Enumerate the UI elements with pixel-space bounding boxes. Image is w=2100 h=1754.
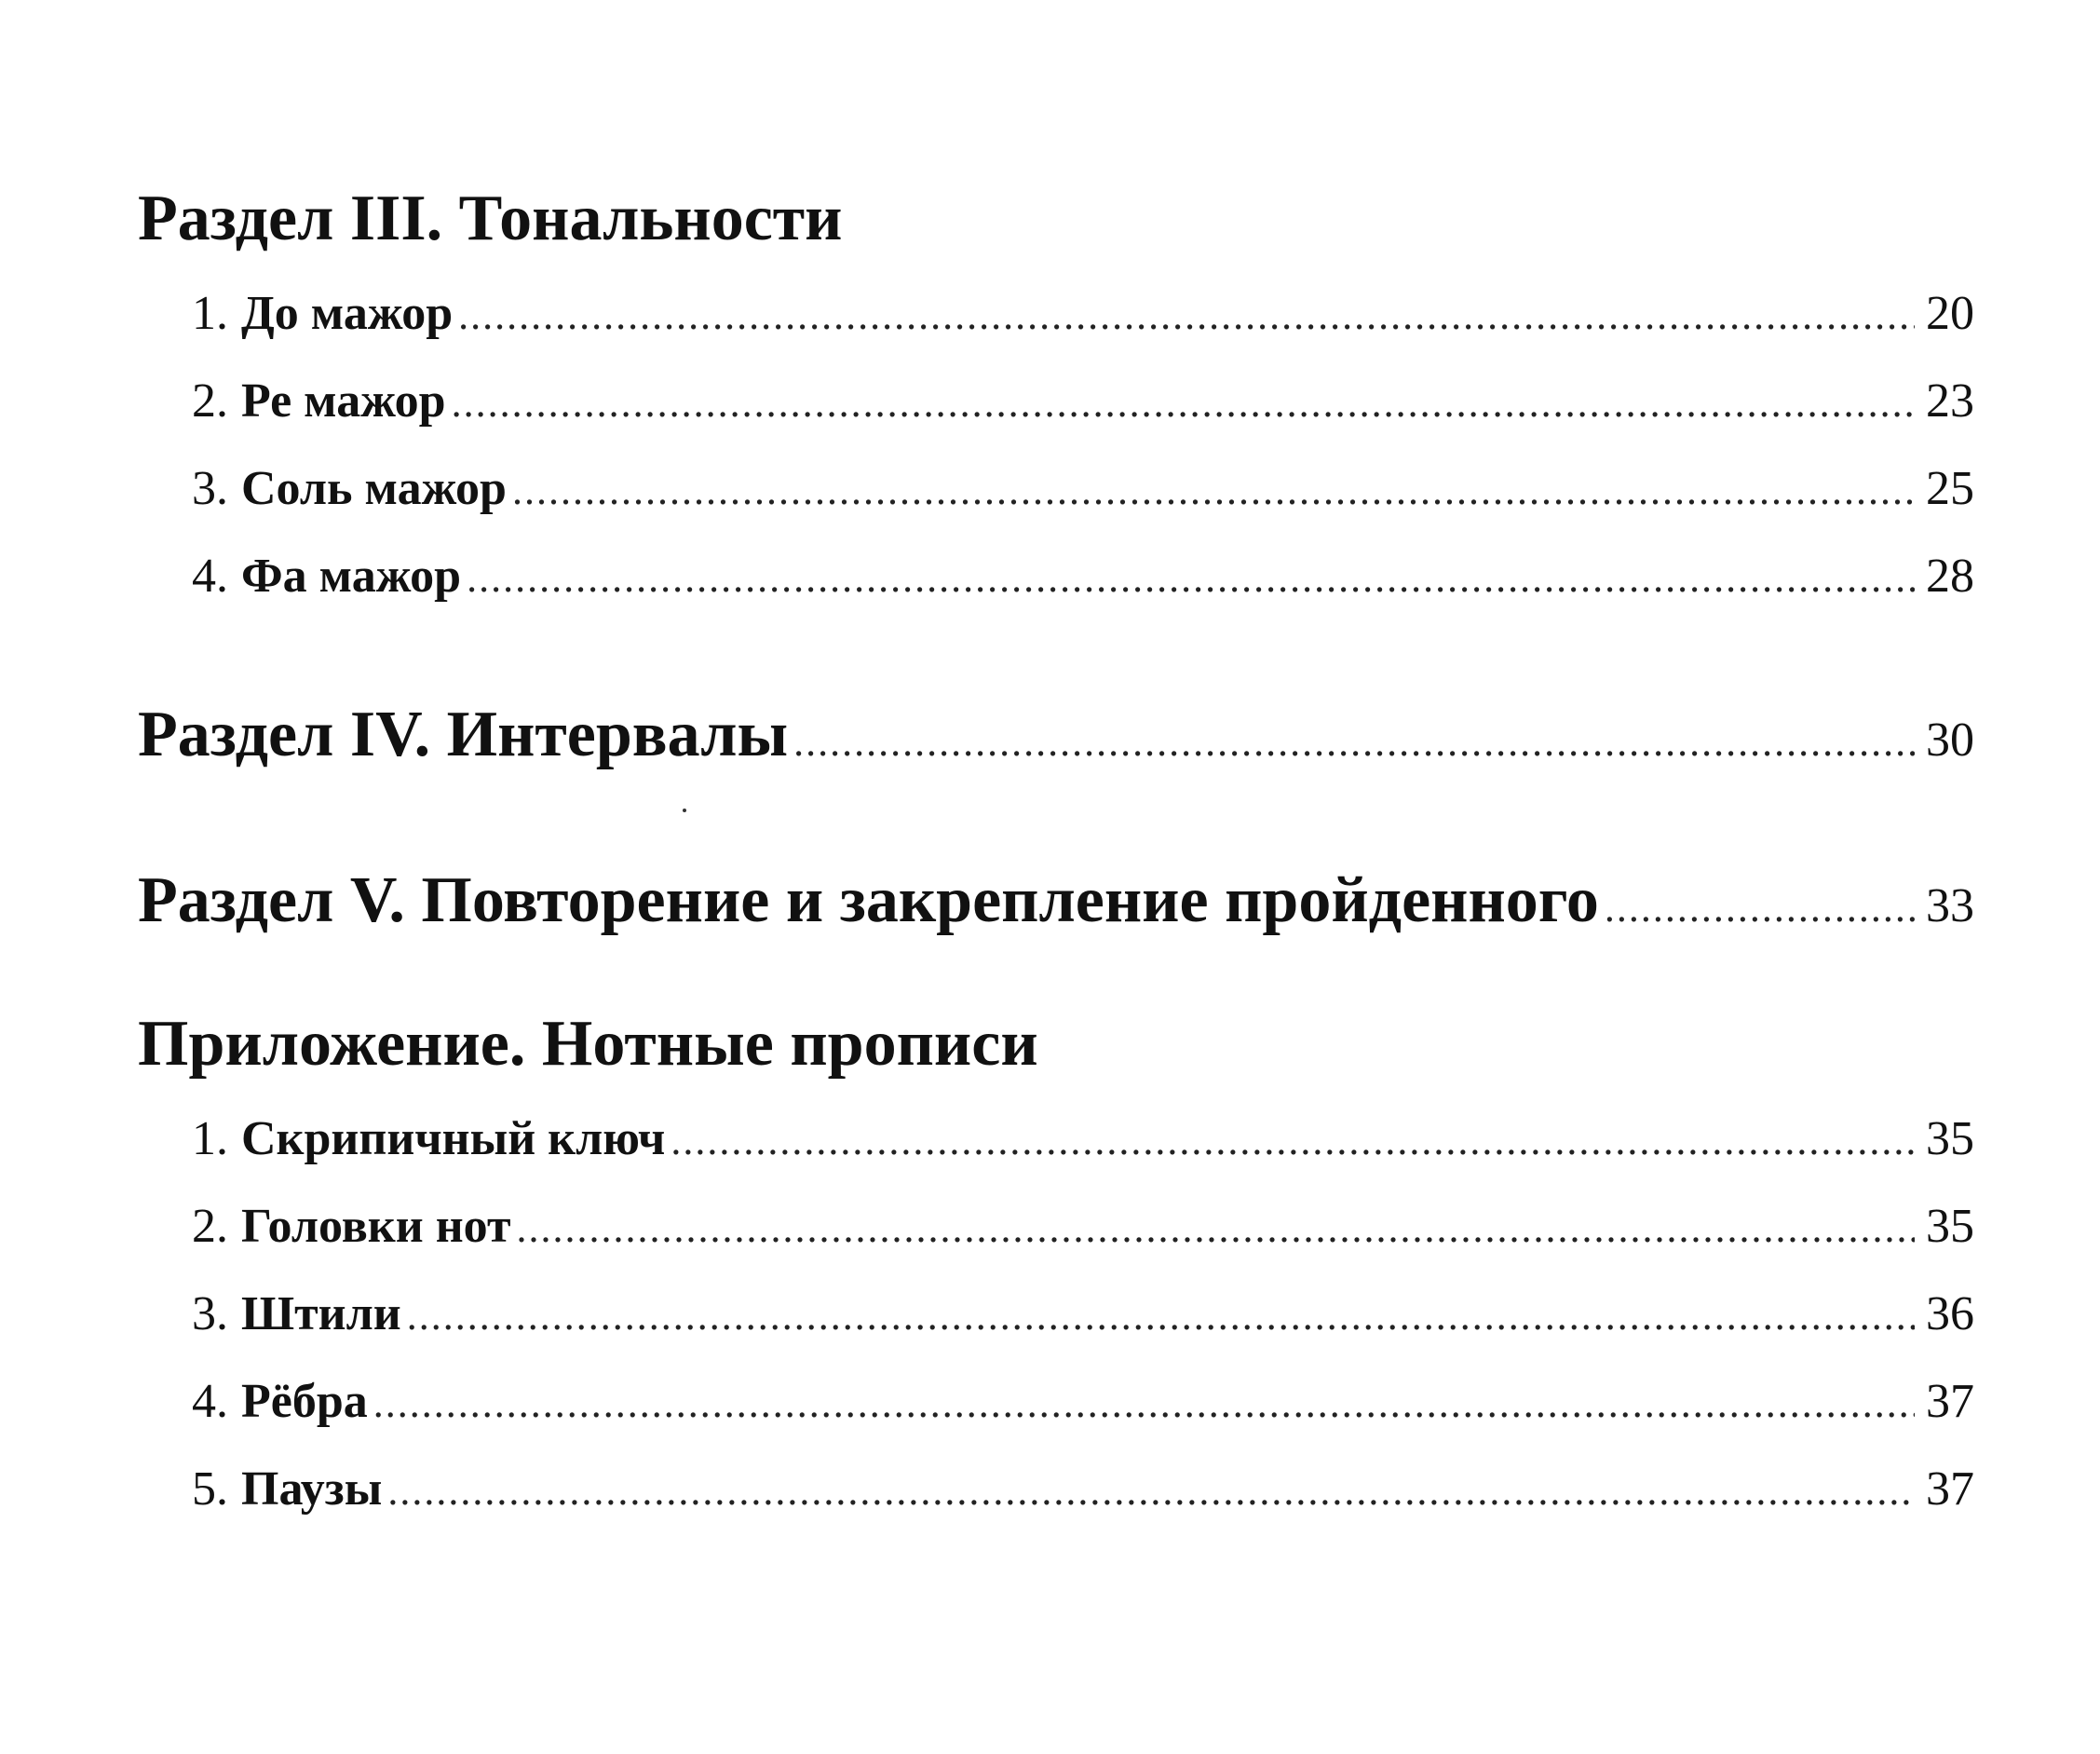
dot-leader	[387, 1448, 1915, 1535]
toc-entry[interactable]	[138, 1271, 1974, 1358]
entry-label: Рёбра	[241, 1375, 368, 1428]
entry-label: Штили	[241, 1287, 401, 1340]
entry-page-number: 25	[1926, 462, 1974, 515]
entry-label: До мажор	[241, 287, 454, 340]
appendix	[138, 993, 1974, 1533]
entry-number: 3.	[192, 462, 228, 515]
entry-number: 1.	[192, 1112, 228, 1165]
dot-leader	[512, 447, 1915, 535]
entry-label: Скрипичный ключ	[241, 1112, 666, 1165]
spacer	[138, 786, 1974, 850]
entry-label: Соль мажор	[241, 462, 507, 515]
entry-label: Паузы	[241, 1462, 383, 1516]
dot-leader	[373, 1360, 1915, 1448]
toc-entry[interactable]	[138, 1095, 1974, 1183]
entry-page-number: 28	[1926, 550, 1974, 603]
section-3	[138, 168, 1974, 620]
dot-leader	[467, 535, 1915, 622]
dot-leader	[793, 691, 1915, 794]
entry-number: 4.	[192, 550, 228, 603]
entry-number: 1.	[192, 287, 228, 340]
table-of-contents	[138, 168, 1974, 1533]
entry-page-number: 20	[1926, 287, 1974, 340]
section-4-entry[interactable]	[138, 684, 1974, 786]
dot-leader	[407, 1272, 1915, 1360]
section-3-title: Раздел III. Тональности	[138, 183, 843, 254]
entry-page-number: 37	[1926, 1462, 1974, 1516]
toc-entry[interactable]	[138, 1358, 1974, 1446]
dot-leader	[452, 360, 1915, 447]
entry-page-number: 23	[1926, 374, 1974, 428]
entry-number: 2.	[192, 374, 228, 428]
scan-speck	[683, 809, 686, 812]
entry-label: Головки нот	[241, 1200, 511, 1253]
entry-label: Фа мажор	[241, 550, 462, 603]
section-4-page-number: 30	[1926, 714, 1974, 767]
entry-label: Ре мажор	[241, 374, 446, 428]
toc-entry[interactable]	[138, 1446, 1974, 1533]
dot-leader	[1605, 857, 1915, 959]
entry-number: 5.	[192, 1462, 228, 1516]
entry-page-number: 36	[1926, 1287, 1974, 1340]
entry-number: 2.	[192, 1200, 228, 1253]
toc-entry[interactable]	[138, 1183, 1974, 1271]
dot-leader	[458, 272, 1915, 360]
dot-leader	[671, 1097, 1915, 1185]
section-5-entry[interactable]	[138, 850, 1974, 952]
entry-page-number: 35	[1926, 1200, 1974, 1253]
toc-entry[interactable]	[138, 270, 1974, 358]
toc-entry[interactable]	[138, 358, 1974, 445]
appendix-title: Приложение. Нотные прописи	[138, 1008, 1038, 1080]
spacer	[138, 620, 1974, 684]
entry-page-number: 37	[1926, 1375, 1974, 1428]
entry-number: 3.	[192, 1287, 228, 1340]
section-4-title: Раздел IV. Интервалы	[138, 699, 789, 770]
toc-entry[interactable]	[138, 445, 1974, 533]
dot-leader	[517, 1185, 1915, 1272]
entry-page-number: 35	[1926, 1112, 1974, 1165]
section-5-page-number: 33	[1926, 879, 1974, 932]
toc-entry[interactable]	[138, 533, 1974, 620]
section-5-title: Раздел V. Повторение и закрепление пройденного	[138, 864, 1599, 936]
entry-number: 4.	[192, 1375, 228, 1428]
